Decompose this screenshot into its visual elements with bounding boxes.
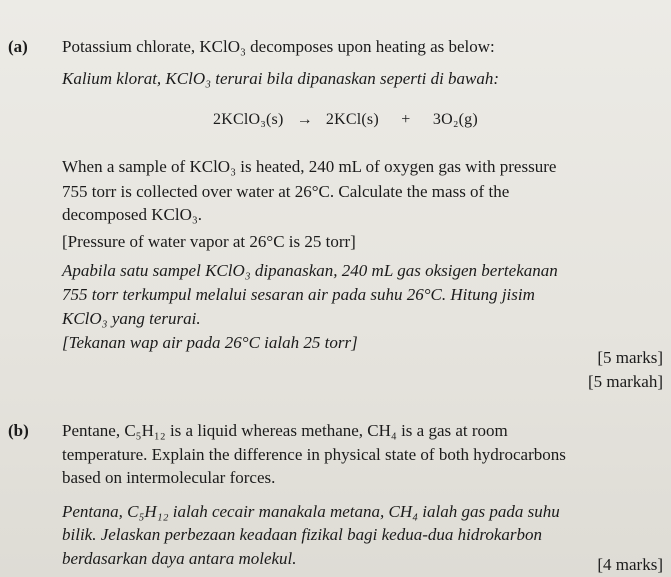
equation-reactant: 2KClO₃(s) [213, 111, 284, 128]
part-b-question-en-line-3: based on intermolecular forces. [62, 468, 276, 487]
chemical-equation [213, 110, 478, 130]
part-b-question-my-line-3: berdasarkan daya antara molekul. [62, 549, 297, 568]
equation-plus: + [401, 111, 411, 128]
part-a-question-my-line-2: 755 torr terkumpul melalui sesaran air pada suhu 26°C. Hitung jisim [62, 285, 535, 304]
part-b-marks-en: [4 marks] [597, 555, 663, 574]
part-b-question-my-line-2: bilik. Jelaskan perbezaan keadaan fizikal bagi kedua-dua hidrokarbon [62, 525, 543, 544]
part-b-label: (b) [8, 421, 29, 440]
part-b-question-en-line-2: temperature. Explain the difference in physical state of both hydrocarbons [62, 445, 566, 464]
part-a-intro-en: Potassium chlorate, KClO₃ decomposes upon heating as below: [62, 37, 495, 56]
part-a-marks-my: [5 markah] [587, 372, 663, 391]
part-a-note-my: [Tekanan wap air pada 26°C ialah 25 torr] [62, 333, 358, 352]
part-a-intro-my: Kalium klorat, KClO₃ terurai bila dipanaskan seperti di bawah: [62, 69, 500, 88]
part-a-marks-en: [5 marks] [597, 348, 663, 367]
part-b-question-my-line-1: Pentana, C₅H₁₂ ialah cecair manakala metana, CH₄ ialah gas pada suhu [62, 502, 560, 521]
equation-product-2: 3O₂(g) [432, 111, 478, 128]
part-a-question-my-line-1: Apabila satu sampel KClO₃ dipanaskan, 240 mL gas oksigen bertekanan [62, 261, 558, 280]
part-a-question-en-line-3: decomposed KClO₃. [62, 205, 203, 224]
part-a-question-en-line-2: 755 torr is collected over water at 26°C. Calculate the mass of the [62, 182, 510, 201]
reaction-arrow-icon: → [296, 111, 313, 128]
part-b-question-en-line-1: Pentane, C₅H₁₂ is a liquid whereas methane, CH₄ is a gas at room [62, 421, 508, 440]
part-a-label: (a) [8, 37, 28, 56]
part-a-question-en-line-1: When a sample of KClO₃ is heated, 240 mL of oxygen gas with pressure [62, 157, 557, 176]
part-a-note-en: [Pressure of water vapor at 26°C is 25 torr] [62, 232, 356, 251]
equation-product-1: 2KCl(s) [325, 111, 379, 128]
part-a-question-my-line-3: KClO₃ yang terurai. [62, 309, 201, 328]
